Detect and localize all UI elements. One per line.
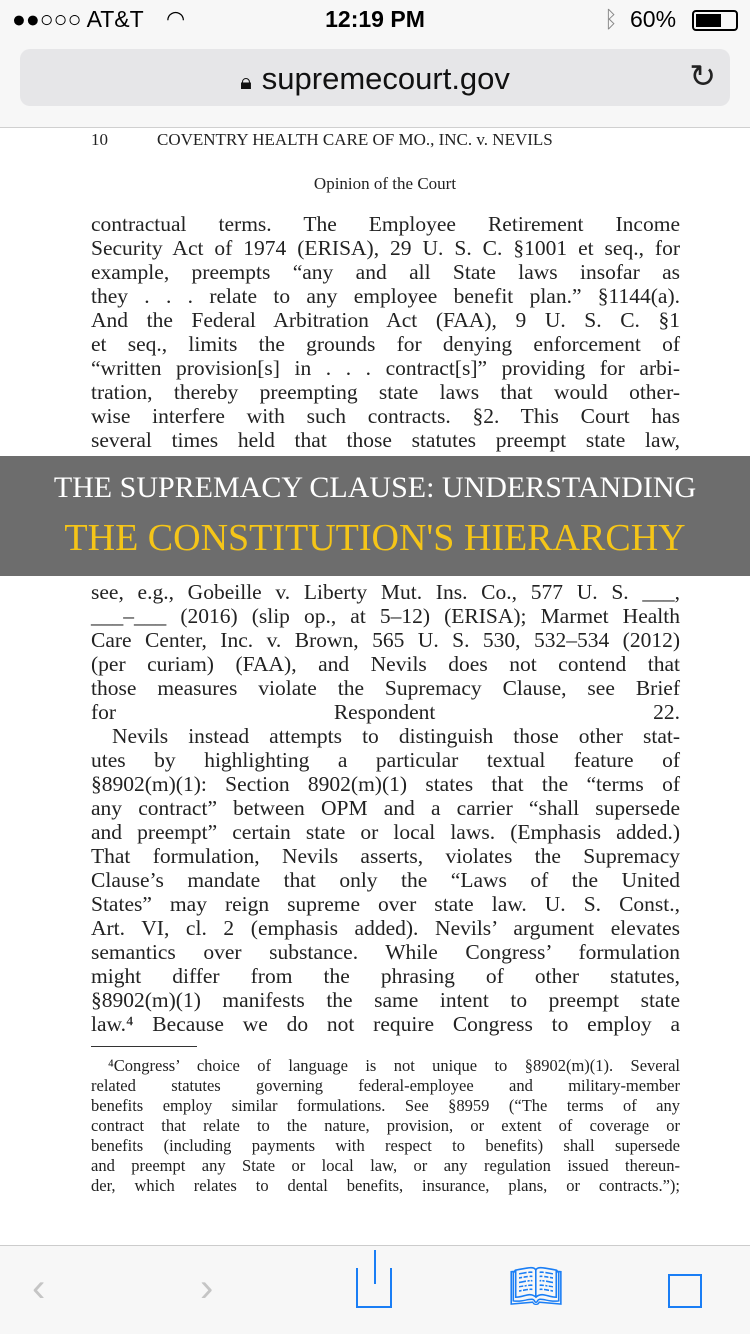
body-text-line: Security Act of 1974 (ERISA), 29 U. S. C. §1001 et seq., for bbox=[91, 236, 680, 260]
battery-icon bbox=[692, 10, 738, 31]
body-text-line: Nevils instead attempts to distinguish those other stat- bbox=[112, 724, 680, 748]
footnote-line: ⁴Congress’ choice of language is not unique to §8902(m)(1). Several bbox=[108, 1056, 680, 1075]
body-text-line: And the Federal Arbitration Act (FAA), 9 U. S. C. §1 bbox=[91, 308, 680, 332]
body-text-line: and preempt” certain state or local laws. (Emphasis added.) bbox=[91, 820, 680, 844]
footnote-line: contract that relate to the nature, provision, or extent of coverage or bbox=[91, 1116, 680, 1135]
body-text-line: Clause’s mandate that only the “Laws of the United bbox=[91, 868, 680, 892]
battery-percent: 60% bbox=[630, 6, 677, 32]
share-icon[interactable] bbox=[356, 1268, 392, 1308]
body-text-line: utes by highlighting a particular textual feature of bbox=[91, 748, 680, 772]
tabs-icon[interactable] bbox=[668, 1274, 702, 1308]
body-text-line: Care Center, Inc. v. Brown, 565 U. S. 530, 532–534 (2012) bbox=[91, 628, 680, 652]
body-text-line: §8902(m)(1): Section 8902(m)(1) states that the “terms of bbox=[91, 772, 680, 796]
bookmarks-icon[interactable]: 📖︎ bbox=[508, 1262, 564, 1311]
address-bar[interactable] bbox=[20, 49, 730, 106]
body-text-line: see, e.g., Gobeille v. Liberty Mut. Ins. Co., 577 U. S. ___, bbox=[91, 580, 680, 604]
body-text-line: those measures violate the Supremacy Clause, see Brief bbox=[91, 676, 680, 700]
footnote-line: and preempt any State or local law, or any regulation issued thereun- bbox=[91, 1156, 680, 1175]
lock-icon: 🔒︎ bbox=[240, 69, 252, 94]
body-text-line: States” may reign supreme over state law. U. S. Const., bbox=[91, 892, 680, 916]
banner-title-line2: THE CONSTITUTION'S HIERARCHY bbox=[64, 517, 686, 559]
body-text-line: tration, thereby preempting state laws that would other- bbox=[91, 380, 680, 404]
bluetooth-icon: ᛒ bbox=[604, 6, 618, 32]
title-banner bbox=[0, 456, 750, 576]
status-bar bbox=[0, 0, 750, 40]
back-icon[interactable]: ‹ bbox=[32, 1266, 46, 1310]
body-text-line: wise interfere with such contracts. §2. This Court has bbox=[91, 404, 680, 428]
body-text-line: That formulation, Nevils asserts, violates the Supremacy bbox=[91, 844, 680, 868]
footnote-line: benefits (including payments with respect to benefits) shall supersede bbox=[91, 1136, 680, 1155]
page-number: 10 bbox=[91, 130, 108, 149]
forward-icon[interactable]: › bbox=[200, 1266, 214, 1310]
clock: 12:19 PM bbox=[325, 6, 425, 32]
url-text: supremecourt.gov bbox=[261, 61, 510, 96]
body-text-line: et seq., limits the grounds for denying enforcement of bbox=[91, 332, 680, 356]
body-text-line: they . . . relate to any employee benefit plan.” §1144(a). bbox=[91, 284, 680, 308]
opinion-subhead: Opinion of the Court bbox=[313, 174, 457, 193]
body-text-line: semantics over substance. While Congress’ formulation bbox=[91, 940, 680, 964]
footnote-line: der, which relates to dental benefits, insurance, plans, or contracts.”); bbox=[91, 1176, 680, 1195]
body-text-line: “written provision[s] in . . . contract[s]” providing for arbi- bbox=[91, 356, 680, 380]
body-text-line: example, preempts “any and all State laws insofar as bbox=[91, 260, 680, 284]
footnote-line: related statutes governing federal-employee and military-member bbox=[91, 1076, 680, 1095]
body-text-line: contractual terms. The Employee Retirement Income bbox=[91, 212, 680, 236]
reload-icon[interactable]: ↻ bbox=[689, 58, 716, 94]
body-text-line: (per curiam) (FAA), and Nevils does not contend that bbox=[91, 652, 680, 676]
body-text-line: §8902(m)(1) manifests the same intent to preempt state bbox=[91, 988, 680, 1012]
body-text-line: law.⁴ Because we do not require Congress to employ a bbox=[91, 1012, 680, 1036]
body-text-line: for Respondent 22. bbox=[91, 700, 680, 724]
body-text-line: ___–___ (2016) (slip op., at 5–12) (ERISA); Marmet Health bbox=[91, 604, 680, 628]
body-text-line: several times held that those statutes preempt state law, bbox=[91, 428, 680, 452]
footnote-line: benefits employ similar formulations. See §8959 (“The terms of any bbox=[91, 1096, 680, 1115]
footnote-divider bbox=[91, 1046, 197, 1047]
browser-header bbox=[0, 40, 750, 128]
body-text-line: any contract” between OPM and a carrier “shall supersede bbox=[91, 796, 680, 820]
body-text-line: might differ from the phrasing of other statutes, bbox=[91, 964, 680, 988]
carrier: ●●○○○ AT&T bbox=[12, 6, 144, 32]
running-head: COVENTRY HEALTH CARE OF MO., INC. v. NEVILS bbox=[157, 130, 553, 149]
banner-title-line1: THE SUPREMACY CLAUSE: UNDERSTANDING bbox=[53, 471, 697, 504]
body-text-line: Art. VI, cl. 2 (emphasis added). Nevils’ argument elevates bbox=[91, 916, 680, 940]
wifi-icon: ◠ bbox=[166, 6, 186, 31]
document-page bbox=[0, 128, 750, 1245]
browser-toolbar bbox=[0, 1245, 750, 1334]
